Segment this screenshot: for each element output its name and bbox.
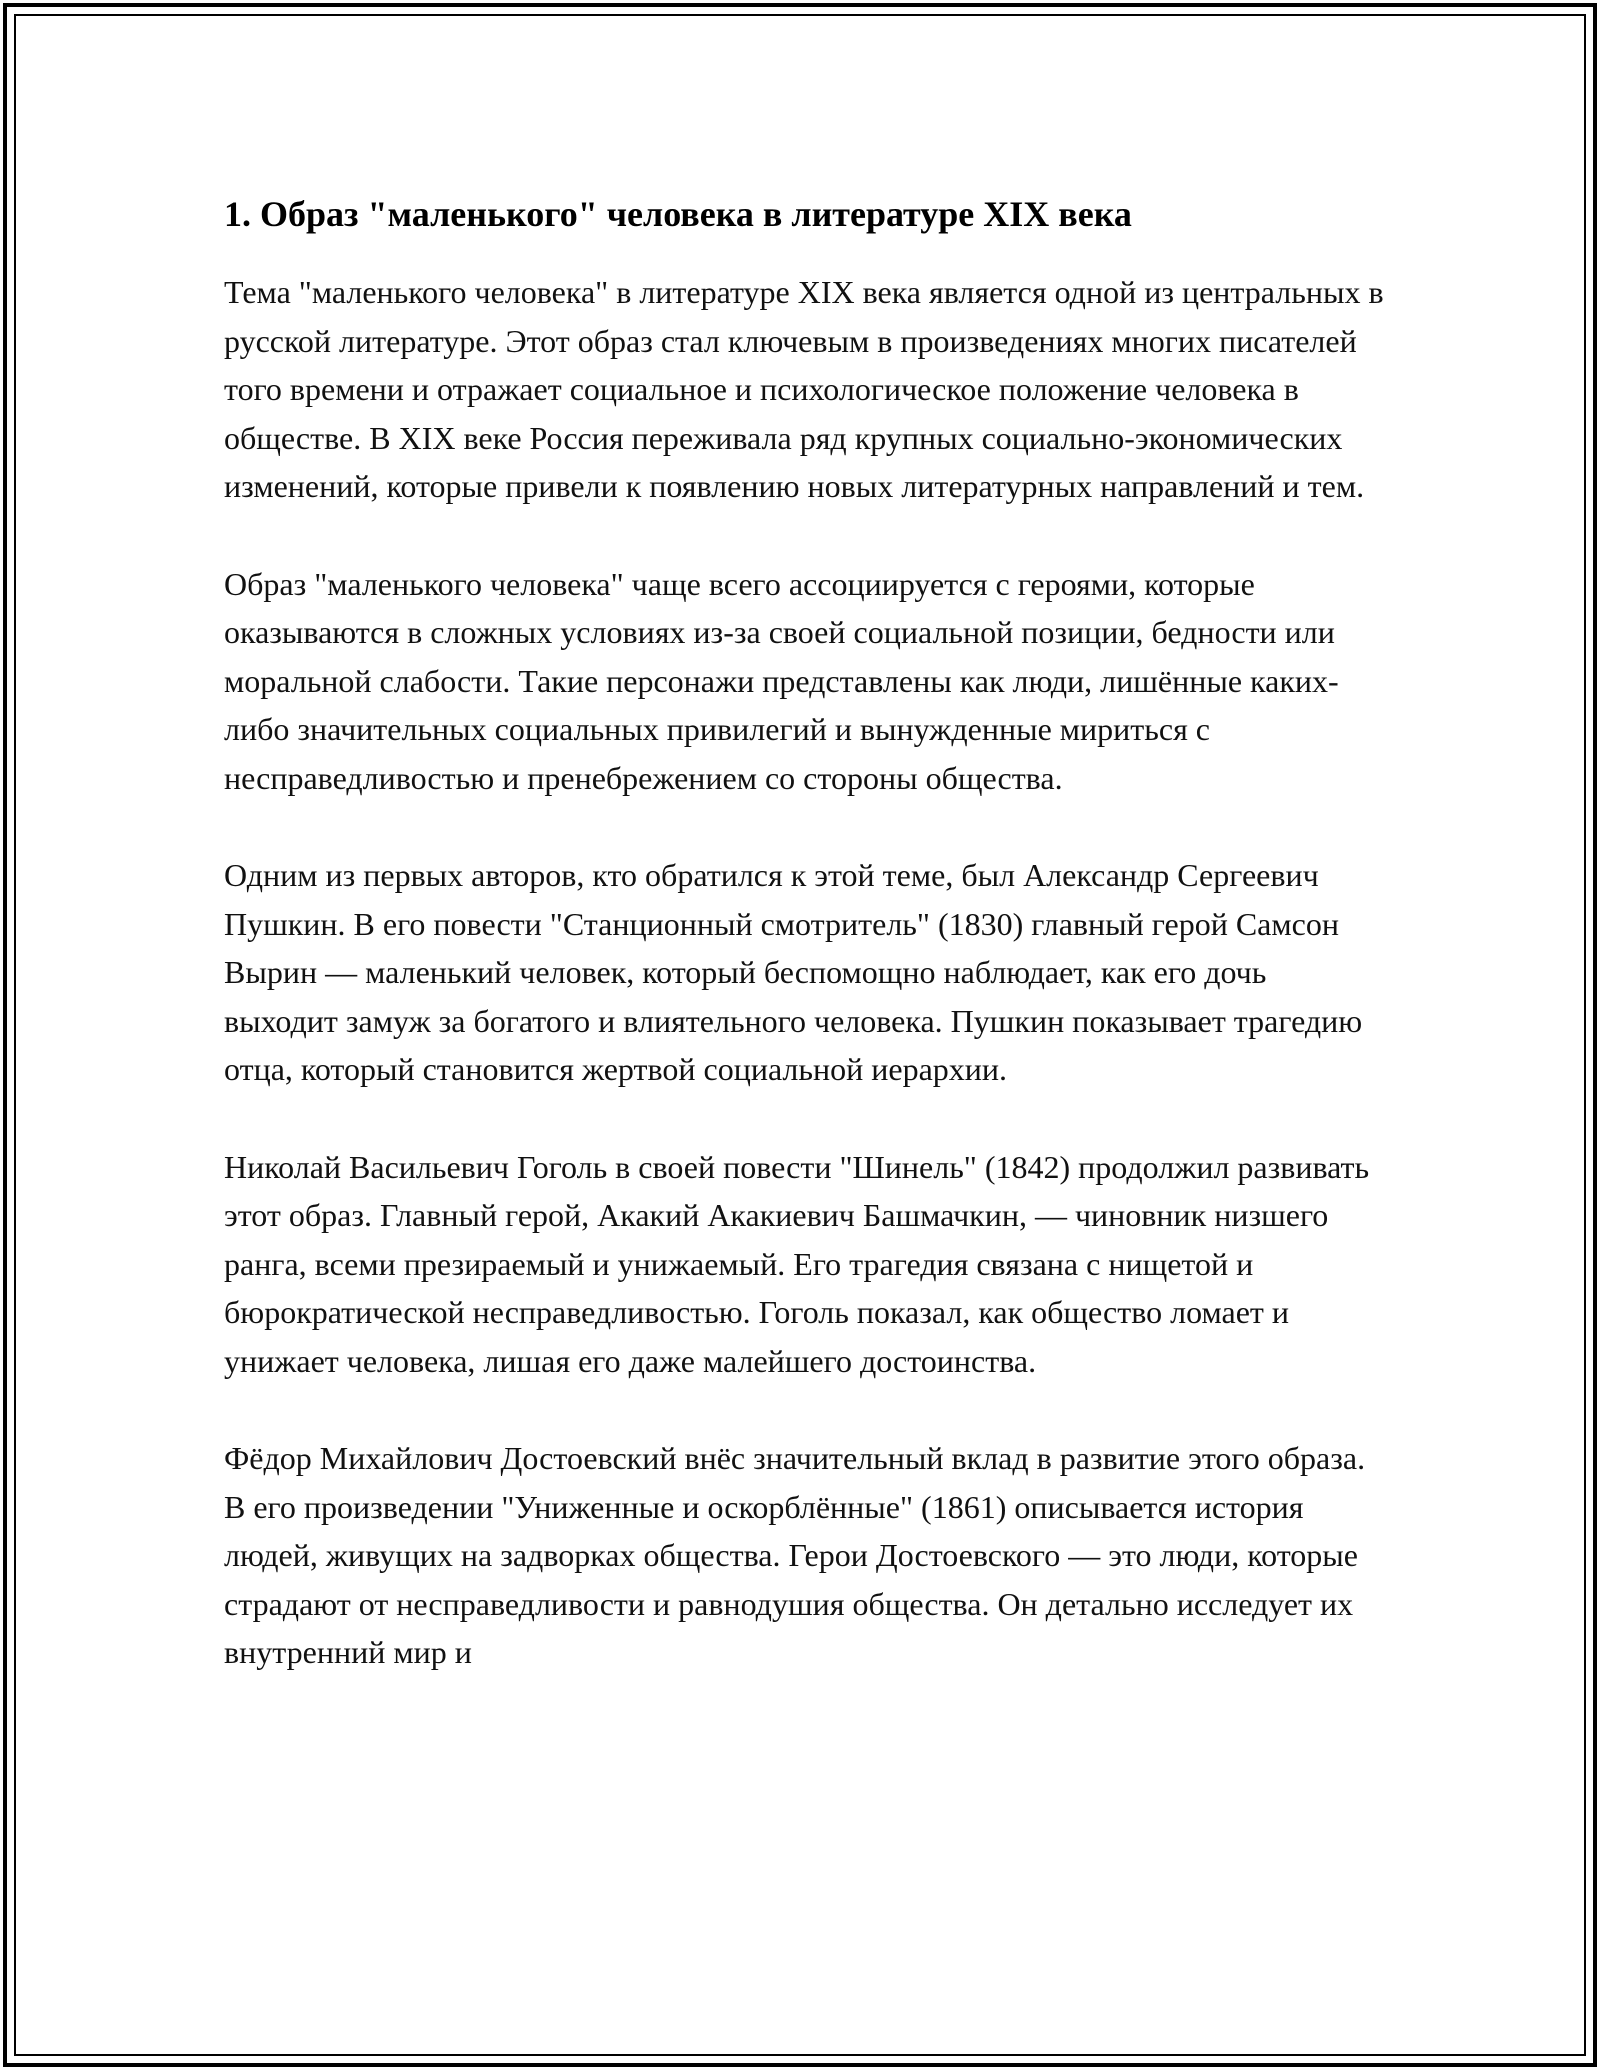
paragraph-pushkin: Одним из первых авторов, кто обратился к этой теме, был Александр Сергеевич Пушкин. В его повести "Станционный смотритель" (1830) главный герой Самсон Вырин — маленький человек, который беспомощно наблюдает, как его дочь выходит замуж за богатого и влиятельного человека. Пушкин показывает трагедию отца, который становится жертвой социальной иерархии. <box>224 857 1363 1087</box>
paragraph-gogol: Николай Васильевич Гоголь в своей повести "Шинель" (1842) продолжил развивать этот образ. Главный герой, Акакий Акакиевич Башмачкин, — чиновник низшего ранга, всеми презираемый и унижаемый. Его трагедия связана с нищетой и бюрократической несправедливостью. Гоголь показал, как общество ломает и унижает человека, лишая его даже малейшего достоинства. <box>224 1148 1370 1379</box>
section-heading: 1. Образ "маленького" человека в литературе XIX века <box>224 194 1132 234</box>
document-content <box>224 186 1384 1677</box>
paragraph-intro: Тема "маленького человека" в литературе XIX века является одной из центральных в русской литературе. Этот образ стал ключевым в произведениях многих писателей того времени и отражает социальное и психологическое положение человека в обществе. В XIX веке Россия переживала ряд крупных социально-экономических изменений, которые привели к появлению новых литературных направлений и тем. <box>224 274 1384 504</box>
paragraph-image-definition: Образ "маленького человека" чаще всего ассоциируется с героями, которые оказываются в сложных условиях из-за своей социальной позиции, бедности или моральной слабости. Такие персонажи представлены как люди, лишённые каких-либо значительных социальных привилегий и вынужденные мириться с несправедливостью и пренебрежением со стороны общества. <box>224 565 1339 796</box>
paragraph-dostoevsky: Фёдор Михайлович Достоевский внёс значительный вклад в развитие этого образа. В его произведении "Униженные и оскорблённые" (1861) описывается история людей, живущих на задворках общества. Герои Достоевского — это люди, которые страдают от несправедливости и равнодушия общества. Он детально исследует их внутренний мир и <box>224 1440 1366 1670</box>
